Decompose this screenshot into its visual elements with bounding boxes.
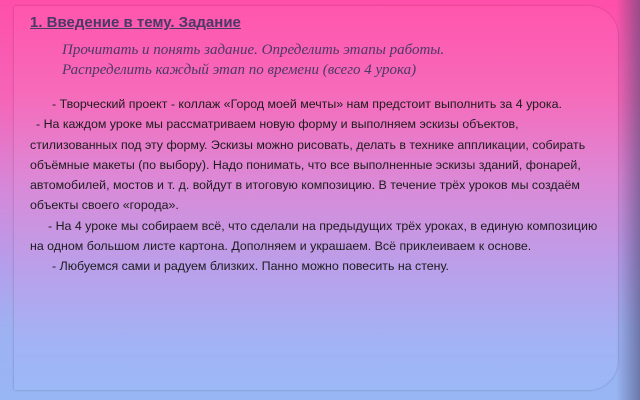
paragraph-project-intro: - Творческий проект - коллаж «Город моей мечты» нам предстоит выполнить за 4 урока. <box>52 97 562 111</box>
slide-title-text: 1. Введение в тему. Задание <box>30 14 241 31</box>
task-description <box>62 40 607 80</box>
paragraph-lesson-sketches: - На каждом уроке мы рассматриваем новую форму и выполняем эскизы объектов, стилизованных под эту форму. Эскизы можно рисовать, делать в технике аппликации, собирать объёмные макеты (по выбору). Надо понимать, что все выполненные эскизы зданий, фонарей, автомобилей, мостов и т. д. войдут в итоговую композицию. В течение трёх уроков мы создаём объекты своего «города». <box>30 117 586 213</box>
task-line-1: Прочитать и понять задание. Определить этапы работы. <box>62 42 445 58</box>
paragraph-final-composition: - На 4 уроке мы собираем всё, что сделали на предыдущих трёх уроках, в единую композицию на одном большом листе картона. Дополняем и украшаем. Всё приклеиваем к основе. <box>30 218 598 254</box>
task-line-2: Распределить каждый этап по времени (всего 4 урока) <box>62 62 417 78</box>
slide-title <box>30 14 610 32</box>
project-description <box>30 94 605 277</box>
slide-edge-shadow <box>616 0 640 400</box>
paragraph-conclusion: - Любуемся сами и радуем близких. Панно можно повесить на стену. <box>52 259 449 274</box>
